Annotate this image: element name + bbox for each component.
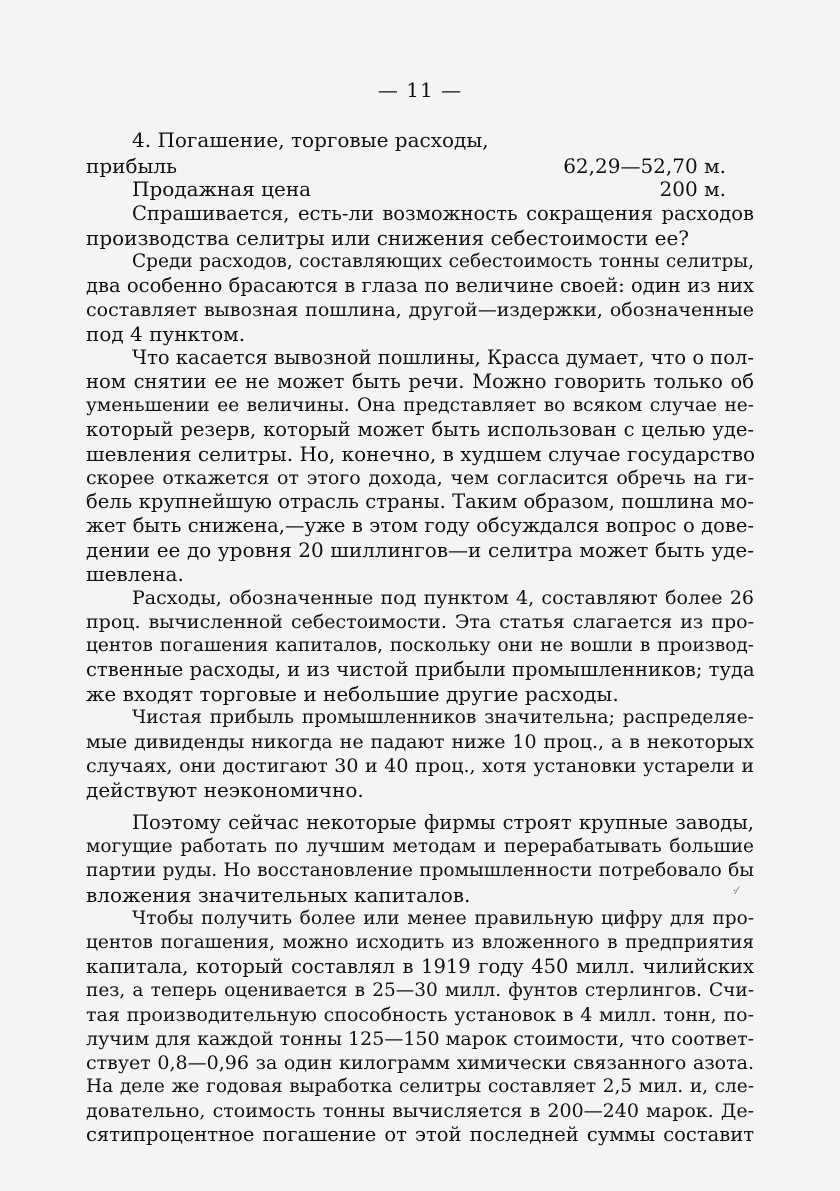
- text-line: вложения значительных капиталов.: [86, 883, 471, 907]
- text-line: скорее откажется от этого дохода, чем согласится обречь на ги-: [86, 467, 754, 489]
- text-line: который резерв, который может быть использован с целью уде-: [86, 418, 754, 441]
- text-line: пез, а теперь оценивается в 25—30 милл. фунтов стерлингов. Счи-: [86, 980, 754, 1001]
- text-line: Чистая прибыль промышленников значительна; распределяе-: [132, 707, 754, 728]
- text-line: Поэтому сейчас некоторые фирмы строят крупные заводы,: [132, 811, 754, 834]
- text-line: бель крупнейшую отрасль страны. Таким образом, пошлина мо-: [86, 490, 754, 513]
- text-line: случаях, они достигают 30 и 40 проц., хотя установки устарели и: [86, 755, 754, 777]
- text-line: производства селитры или снижения себестоимости ее?: [86, 226, 689, 250]
- text-line: мые дивиденды никогда не падают ниже 10 проц., а в некоторых: [86, 731, 754, 753]
- text-line: ственные расходы, и из чистой прибыли промышленников; туда: [86, 658, 755, 681]
- text-line: Что касается вывозной пошлины, Красса думает, что о пол-: [132, 346, 754, 369]
- text-line: ном снятии ее не может быть речи. Можно говорить только об: [86, 370, 754, 393]
- text-line: Среди расходов, составляющих себестоимость тонны селитры,: [132, 251, 754, 272]
- text-line: На деле же годовая выработка селитры составляет 2,5 мил. и, сле-: [86, 1076, 754, 1097]
- text-line: центов погашения капиталов, поскольку они не вошли в производ-: [86, 635, 754, 656]
- text-line: партии руды. Но восстановление промышленности потребовало бы: [86, 860, 754, 881]
- text-line: могущие работать по лучшим методам и перерабатывать большие: [86, 836, 754, 857]
- page-number: — 11 —: [377, 78, 463, 102]
- text-line: проц. вычисленной себестоимости. Эта статья слагается из про-: [86, 611, 754, 633]
- text-line: шевления селитры. Но, конечно, в худшем случае государство: [86, 442, 756, 466]
- text-line: центов погашения, можно исходить из вложенного в предприятия: [86, 932, 754, 953]
- text-line: же входят торговые и небольшие другие расходы.: [86, 682, 619, 706]
- text-line: два особенно брасаются в глаза по величине своей: один из них: [86, 274, 754, 297]
- text-line: уменьшении ее величины. Она представляет во всяком случае не-: [86, 395, 754, 416]
- text-line: составляет вывозная пошлина, другой—издержки, обозначенные: [86, 299, 754, 321]
- ink-speck: ·⁄: [733, 886, 738, 897]
- text-line: Спрашивается, есть-ли возможность сокращения расходов: [132, 202, 754, 225]
- text-line: под 4 пунктом.: [86, 322, 246, 346]
- text-line: дении ее до уровня 20 шиллингов—и селитра может быть уде-: [86, 538, 754, 562]
- text-line: сятипроцентное погашение от этой последней суммы составит: [86, 1123, 754, 1146]
- text-line: лучим для каждой тонны 125—150 марок стоимости, что соответ-: [86, 1028, 755, 1050]
- text-line: Чтобы получить более или менее правильную цифру для про-: [132, 908, 754, 929]
- text-line: ствует 0,8—0,96 за один килограмм химически связанного азота.: [86, 1052, 754, 1074]
- list-item-heading: 4. Погашение, торговые расходы,: [132, 128, 489, 152]
- text-line: довательно, стоимость тонны вычисляется в 200—240 марок. Де-: [86, 1100, 754, 1122]
- sale-price-label: Продажная цена: [132, 177, 312, 201]
- text-line: шевлена.: [86, 562, 184, 586]
- text-line: действуют неэкономично.: [86, 778, 364, 802]
- text-line: жет быть снижена,—уже в этом году обсуждался вопрос о дове-: [86, 514, 754, 537]
- text-line: капитала, который составлял в 1919 году 450 милл. чилийских: [86, 955, 754, 978]
- list-item-continuation: прибыль: [86, 154, 178, 178]
- amount-sale-price: 200 м.: [659, 177, 726, 201]
- amount-cost: 62,29—52,70 м.: [563, 154, 726, 178]
- text-line: тая производительную способность установок в 4 милл. тонн, по-: [86, 1004, 754, 1026]
- text-line: Расходы, обозначенные под пунктом 4, составляют более 26: [132, 587, 754, 609]
